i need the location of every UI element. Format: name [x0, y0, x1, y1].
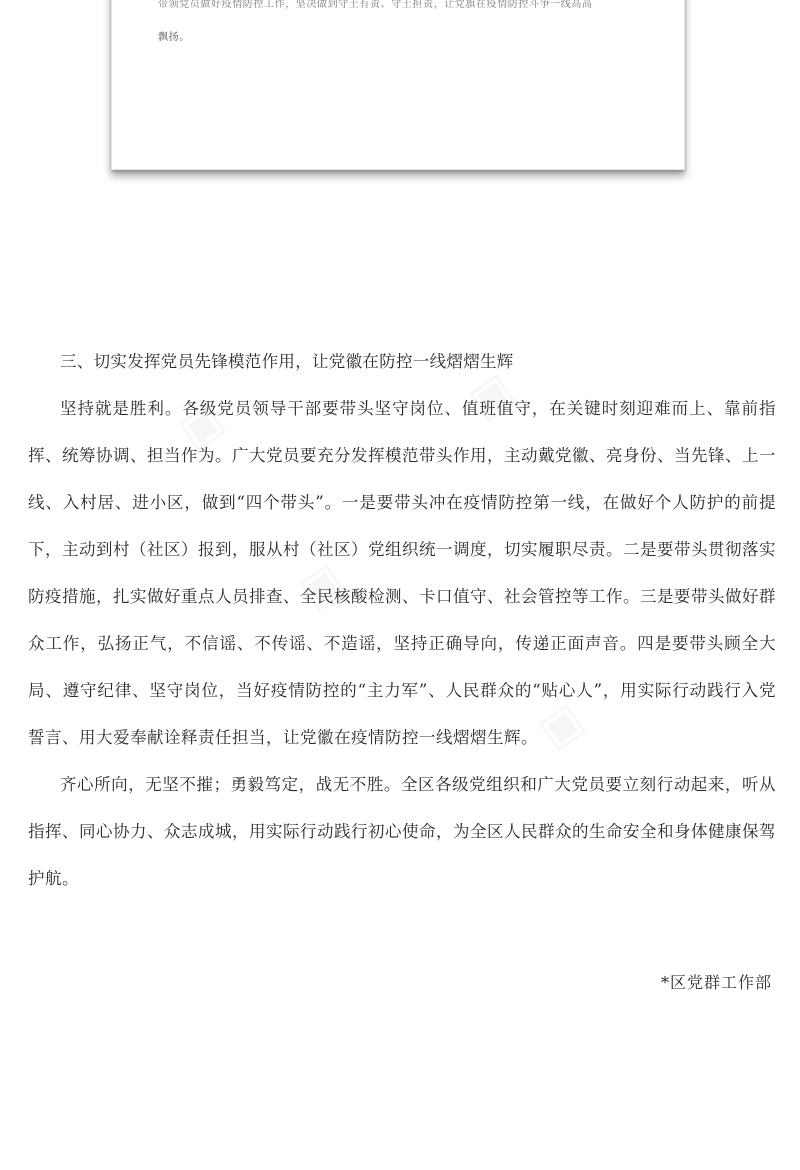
- card-text-line: 带领党员做好疫情防控工作，坚决做到守土有责、守土担责，让党旗在疫情防控斗争一线高高: [158, 0, 593, 10]
- document-body: [28, 338, 776, 902]
- card-text-line: 飘扬。: [158, 32, 190, 43]
- previous-page-card: [111, 0, 685, 170]
- body-paragraph: 坚持就是胜利。各级党员领导干部要带头坚守岗位、值班值守，在关键时刻迎难而上、靠前指挥、统筹协调、担当作为。广大党员要充分发挥模范带头作用，主动戴党徽、亮身份、当先锋、上一线、入村居、进小区，做到“四个带头”。一是要带头冲在疫情防控第一线，在做好个人防护的前提下，主动到村（社区）报到，服从村（社区）党组织统一调度，切实履职尽责。二是要带头贯彻落实防疫措施，扎实做好重点人员排查、全民核酸检测、卡口值守、社会管控等工作。三是要带头做好群众工作，弘扬正气，不信谣、不传谣、不造谣，坚持正确导向，传递正面声音。四是要带头顾全大局、遵守纪律、坚守岗位，当好疫情防控的“主力军”、人民群众的“贴心人”，用实际行动践行入党誓言、用大爱奉献诠释责任担当，让党徽在疫情防控一线熠熠生辉。: [28, 399, 776, 747]
- section-heading: 三、切实发挥党员先锋模范作用，让党徽在防控一线熠熠生辉: [60, 352, 514, 371]
- signature: *区党群工作部: [660, 973, 772, 992]
- body-paragraph: 齐心所向，无坚不摧；勇毅笃定，战无不胜。全区各级党组织和广大党员要立刻行动起来，听从指挥、同心协力、众志成城，用实际行动践行初心使命，为全区人民群众的生命安全和身体健康保驾护航。: [28, 775, 776, 888]
